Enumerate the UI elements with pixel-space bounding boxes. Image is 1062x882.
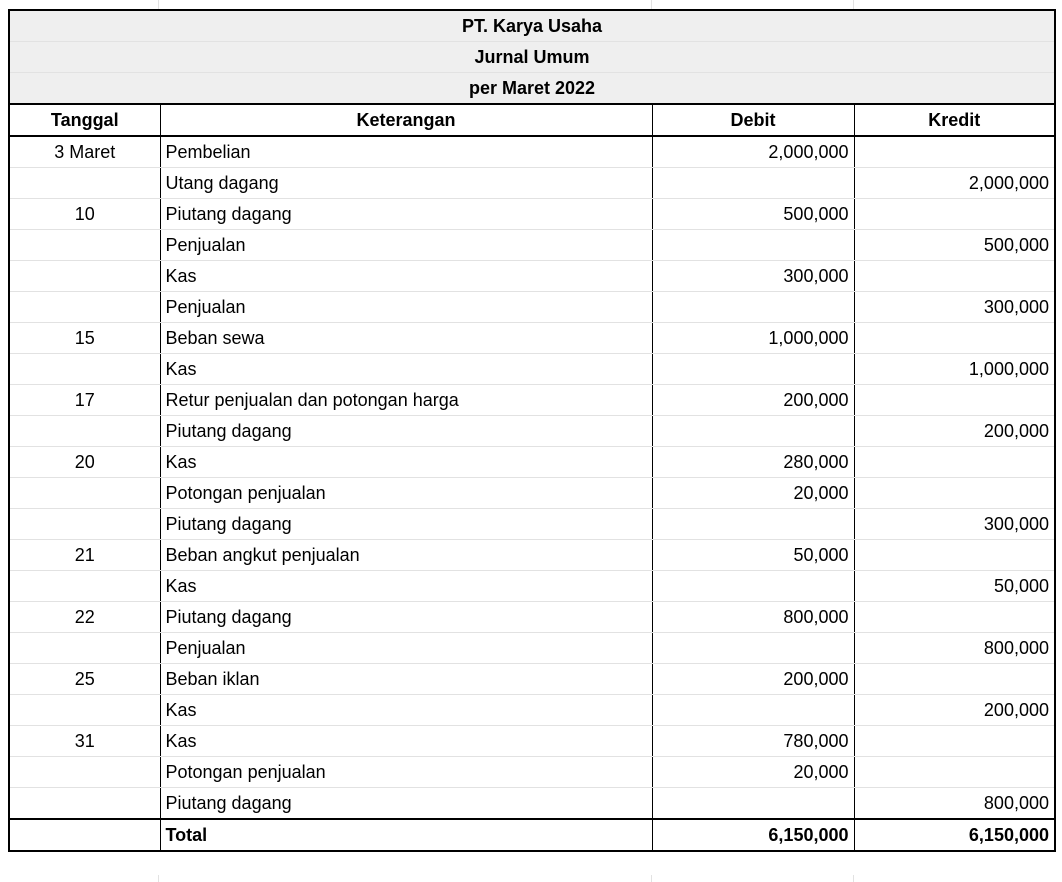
total-credit[interactable]: 6,150,000 xyxy=(854,819,1055,851)
cell-date[interactable] xyxy=(9,354,160,385)
journal-row xyxy=(9,633,1055,664)
cell-debit[interactable] xyxy=(652,168,854,199)
journal-row xyxy=(9,199,1055,230)
cell-debit[interactable] xyxy=(652,788,854,820)
journal-row xyxy=(9,695,1055,726)
cell-debit[interactable]: 20,000 xyxy=(652,478,854,509)
cell-date[interactable] xyxy=(9,168,160,199)
total-empty-cell[interactable] xyxy=(9,819,160,851)
cell-description[interactable]: Beban iklan xyxy=(160,664,652,695)
cell-credit[interactable] xyxy=(854,664,1055,695)
cell-description[interactable]: Kas xyxy=(160,447,652,478)
cell-description[interactable]: Potongan penjualan xyxy=(160,757,652,788)
total-label[interactable]: Total xyxy=(160,819,652,851)
company-name[interactable]: PT. Karya Usaha xyxy=(9,10,1055,42)
cell-debit[interactable]: 1,000,000 xyxy=(652,323,854,354)
cell-description[interactable]: Potongan penjualan xyxy=(160,478,652,509)
header-debit[interactable]: Debit xyxy=(652,104,854,136)
cell-date[interactable]: 15 xyxy=(9,323,160,354)
title-row-company xyxy=(9,10,1055,42)
cell-description[interactable]: Kas xyxy=(160,726,652,757)
cell-debit[interactable]: 200,000 xyxy=(652,664,854,695)
cell-credit[interactable]: 300,000 xyxy=(854,292,1055,323)
journal-row xyxy=(9,354,1055,385)
cell-debit[interactable]: 2,000,000 xyxy=(652,136,854,168)
gridline xyxy=(651,875,652,882)
header-row xyxy=(9,104,1055,136)
journal-row xyxy=(9,571,1055,602)
gridline xyxy=(651,0,652,9)
cell-debit[interactable]: 50,000 xyxy=(652,540,854,571)
title-row-period xyxy=(9,73,1055,105)
cell-credit[interactable] xyxy=(854,726,1055,757)
cell-credit[interactable] xyxy=(854,478,1055,509)
cell-debit[interactable]: 280,000 xyxy=(652,447,854,478)
cell-date[interactable] xyxy=(9,416,160,447)
cell-credit[interactable]: 50,000 xyxy=(854,571,1055,602)
cell-debit[interactable] xyxy=(652,509,854,540)
cell-description[interactable]: Piutang dagang xyxy=(160,416,652,447)
cell-debit[interactable]: 800,000 xyxy=(652,602,854,633)
cell-credit[interactable]: 1,000,000 xyxy=(854,354,1055,385)
cell-date[interactable] xyxy=(9,509,160,540)
journal-table xyxy=(8,9,1056,852)
gridline xyxy=(853,0,854,9)
cell-credit[interactable] xyxy=(854,602,1055,633)
cell-credit[interactable] xyxy=(854,757,1055,788)
cell-credit[interactable]: 800,000 xyxy=(854,633,1055,664)
cell-date[interactable]: 21 xyxy=(9,540,160,571)
journal-row xyxy=(9,788,1055,820)
cell-credit[interactable]: 200,000 xyxy=(854,416,1055,447)
cell-credit[interactable]: 300,000 xyxy=(854,509,1055,540)
cell-description[interactable]: Kas xyxy=(160,354,652,385)
cell-description[interactable]: Penjualan xyxy=(160,230,652,261)
gridline xyxy=(158,0,159,9)
cell-description[interactable]: Piutang dagang xyxy=(160,602,652,633)
cell-date[interactable] xyxy=(9,261,160,292)
gridline xyxy=(158,875,159,882)
journal-row xyxy=(9,664,1055,695)
cell-description[interactable]: Utang dagang xyxy=(160,168,652,199)
cell-credit[interactable] xyxy=(854,136,1055,168)
header-description[interactable]: Keterangan xyxy=(160,104,652,136)
cell-debit[interactable]: 500,000 xyxy=(652,199,854,230)
cell-date[interactable]: 22 xyxy=(9,602,160,633)
cell-description[interactable]: Piutang dagang xyxy=(160,788,652,820)
journal-row xyxy=(9,509,1055,540)
cell-credit[interactable] xyxy=(854,447,1055,478)
journal-row xyxy=(9,168,1055,199)
journal-row xyxy=(9,757,1055,788)
cell-description[interactable]: Penjualan xyxy=(160,292,652,323)
cell-debit[interactable] xyxy=(652,354,854,385)
cell-credit[interactable] xyxy=(854,323,1055,354)
cell-credit[interactable] xyxy=(854,261,1055,292)
cell-description[interactable]: Retur penjualan dan potongan harga xyxy=(160,385,652,416)
cell-date[interactable] xyxy=(9,757,160,788)
journal-row xyxy=(9,447,1055,478)
cell-debit[interactable] xyxy=(652,292,854,323)
report-period[interactable]: per Maret 2022 xyxy=(9,73,1055,105)
cell-description[interactable]: Beban angkut penjualan xyxy=(160,540,652,571)
header-date[interactable]: Tanggal xyxy=(9,104,160,136)
cell-debit[interactable]: 780,000 xyxy=(652,726,854,757)
journal-row xyxy=(9,323,1055,354)
cell-debit[interactable]: 300,000 xyxy=(652,261,854,292)
cell-description[interactable]: Beban sewa xyxy=(160,323,652,354)
cell-description[interactable]: Kas xyxy=(160,695,652,726)
cell-credit[interactable]: 800,000 xyxy=(854,788,1055,820)
journal-row xyxy=(9,478,1055,509)
cell-credit[interactable]: 200,000 xyxy=(854,695,1055,726)
cell-description[interactable]: Penjualan xyxy=(160,633,652,664)
journal-row xyxy=(9,602,1055,633)
cell-date[interactable]: 31 xyxy=(9,726,160,757)
gridline xyxy=(853,875,854,882)
cell-credit[interactable] xyxy=(854,540,1055,571)
journal-row xyxy=(9,416,1055,447)
cell-debit[interactable] xyxy=(652,571,854,602)
cell-date[interactable]: 17 xyxy=(9,385,160,416)
report-name[interactable]: Jurnal Umum xyxy=(9,42,1055,73)
journal-row xyxy=(9,261,1055,292)
cell-date[interactable] xyxy=(9,788,160,820)
cell-debit[interactable]: 200,000 xyxy=(652,385,854,416)
total-row xyxy=(9,819,1055,851)
cell-credit[interactable] xyxy=(854,385,1055,416)
cell-debit[interactable] xyxy=(652,230,854,261)
journal-row xyxy=(9,540,1055,571)
cell-debit[interactable] xyxy=(652,695,854,726)
cell-description[interactable]: Kas xyxy=(160,571,652,602)
cell-date[interactable] xyxy=(9,478,160,509)
cell-credit[interactable]: 2,000,000 xyxy=(854,168,1055,199)
cell-date[interactable] xyxy=(9,230,160,261)
cell-description[interactable]: Piutang dagang xyxy=(160,199,652,230)
cell-date[interactable] xyxy=(9,571,160,602)
header-credit[interactable]: Kredit xyxy=(854,104,1055,136)
cell-description[interactable]: Kas xyxy=(160,261,652,292)
cell-debit[interactable] xyxy=(652,633,854,664)
cell-date[interactable] xyxy=(9,292,160,323)
cell-date[interactable]: 3 Maret xyxy=(9,136,160,168)
cell-debit[interactable]: 20,000 xyxy=(652,757,854,788)
cell-date[interactable]: 20 xyxy=(9,447,160,478)
journal-row xyxy=(9,230,1055,261)
journal-row xyxy=(9,385,1055,416)
cell-description[interactable]: Pembelian xyxy=(160,136,652,168)
total-debit[interactable]: 6,150,000 xyxy=(652,819,854,851)
cell-credit[interactable] xyxy=(854,199,1055,230)
cell-date[interactable]: 10 xyxy=(9,199,160,230)
journal-row xyxy=(9,136,1055,168)
title-row-report xyxy=(9,42,1055,73)
cell-date[interactable]: 25 xyxy=(9,664,160,695)
cell-debit[interactable] xyxy=(652,416,854,447)
journal-row xyxy=(9,726,1055,757)
journal-row xyxy=(9,292,1055,323)
cell-description[interactable]: Piutang dagang xyxy=(160,509,652,540)
cell-date[interactable] xyxy=(9,695,160,726)
cell-credit[interactable]: 500,000 xyxy=(854,230,1055,261)
cell-date[interactable] xyxy=(9,633,160,664)
